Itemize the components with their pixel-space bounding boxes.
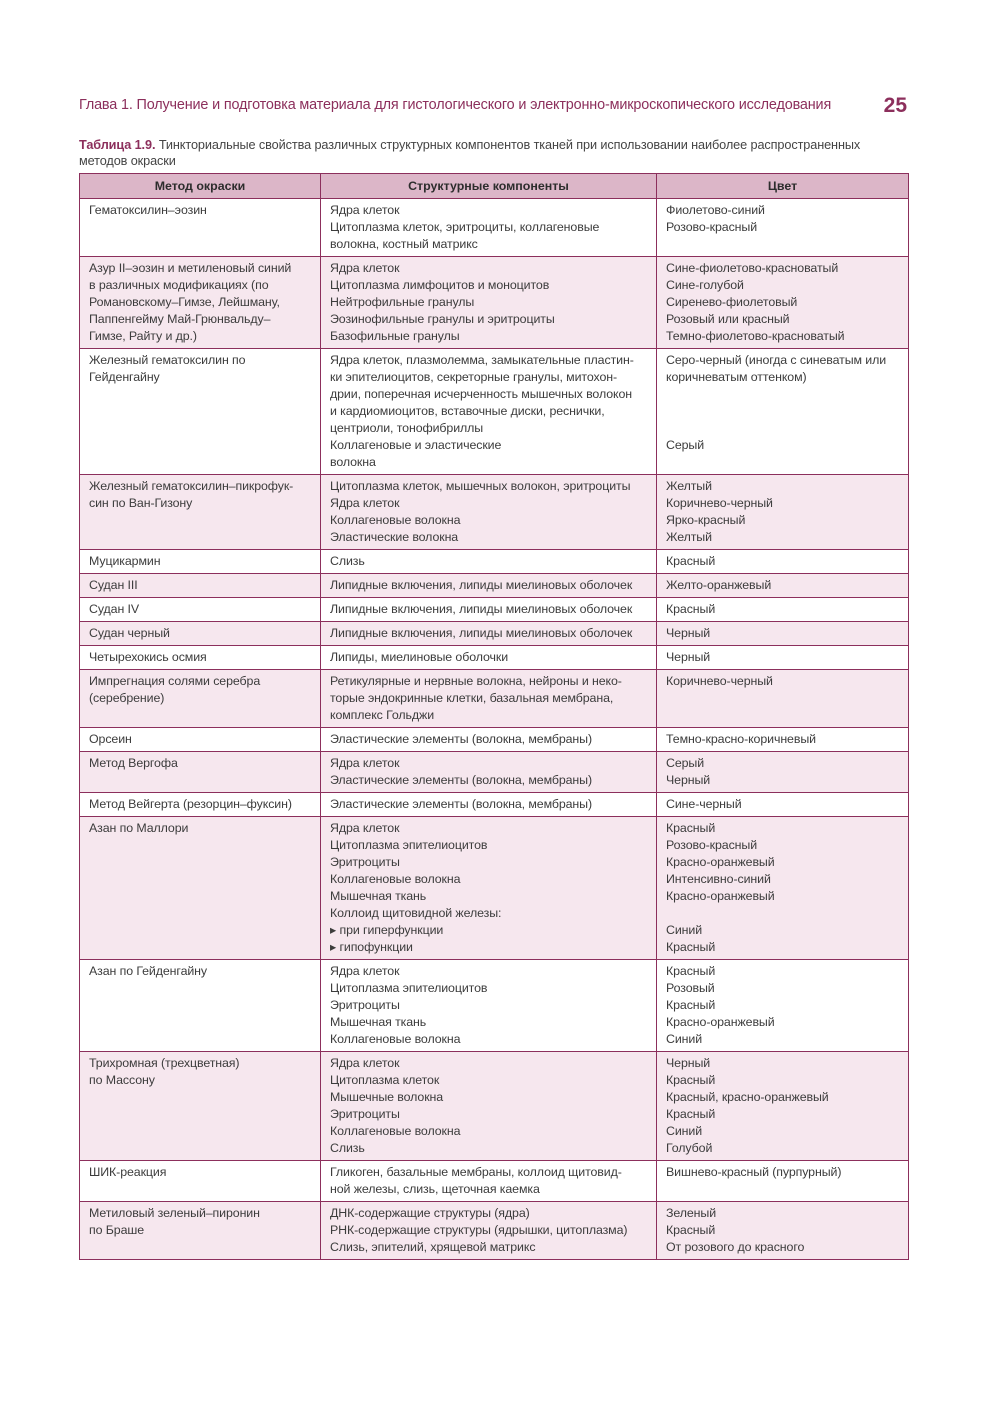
cell-line: Липидные включения, липиды миелиновых оболочек bbox=[330, 602, 633, 616]
method-cell bbox=[80, 622, 321, 646]
cell-line: Фиолетово-синий bbox=[666, 203, 765, 217]
components-cell bbox=[321, 199, 657, 257]
cell-line: ДНК-содержащие структуры (ядра) bbox=[330, 1206, 530, 1220]
method-cell bbox=[80, 670, 321, 728]
cell-line: Красно-оранжевый bbox=[666, 889, 775, 903]
cell-line: Железный гематоксилин–пикрофук- bbox=[89, 479, 294, 493]
staining-table bbox=[79, 173, 909, 1260]
cell-line bbox=[666, 905, 900, 922]
color-cell bbox=[657, 550, 909, 574]
cell-line: Ядра клеток bbox=[330, 756, 400, 770]
components-cell bbox=[321, 793, 657, 817]
cell-line: Эритроциты bbox=[330, 1107, 400, 1121]
cell-line: ▸ при гиперфункции bbox=[330, 923, 444, 937]
method-cell bbox=[80, 550, 321, 574]
cell-line: (серебрение) bbox=[89, 691, 165, 705]
cell-line: Эозинофильные гранулы и эритроциты bbox=[330, 312, 555, 326]
cell-line: Слизь bbox=[330, 1141, 365, 1155]
table-row bbox=[80, 752, 909, 793]
cell-line: волокна bbox=[330, 455, 376, 469]
cell-line: Голубой bbox=[666, 1141, 713, 1155]
table-row bbox=[80, 598, 909, 622]
cell-line: Коллагеновые волокна bbox=[330, 872, 461, 886]
cell-line: Серый bbox=[666, 438, 705, 452]
cell-line: Эритроциты bbox=[330, 998, 400, 1012]
cell-line: От розового до красного bbox=[666, 1240, 805, 1254]
components-cell bbox=[321, 670, 657, 728]
cell-line: Коллоид щитовидной железы: bbox=[330, 906, 502, 920]
cell-line: Ядра клеток bbox=[330, 203, 400, 217]
color-cell bbox=[657, 1052, 909, 1161]
cell-line: Коричнево-черный bbox=[666, 674, 773, 688]
color-cell bbox=[657, 646, 909, 670]
cell-line: Метод Вергофа bbox=[89, 756, 178, 770]
cell-line: ШИК-реакция bbox=[89, 1165, 167, 1179]
cell-line: Азан по Маллори bbox=[89, 821, 189, 835]
color-cell bbox=[657, 752, 909, 793]
cell-line: Ядра клеток bbox=[330, 964, 400, 978]
cell-line: Романовскому–Гимзе, Лейшману, bbox=[89, 295, 280, 309]
cell-line: Красный bbox=[666, 554, 716, 568]
cell-line: Цитоплазма эпителиоцитов bbox=[330, 981, 488, 995]
cell-line: Розово-красный bbox=[666, 220, 758, 234]
components-cell bbox=[321, 960, 657, 1052]
color-cell bbox=[657, 1161, 909, 1202]
cell-line: Коричнево-черный bbox=[666, 496, 773, 510]
cell-line: Красный, красно-оранжевый bbox=[666, 1090, 829, 1104]
color-cell bbox=[657, 728, 909, 752]
cell-line: Серый bbox=[666, 756, 705, 770]
cell-line: Красный bbox=[666, 964, 716, 978]
cell-line: Гликоген, базальные мембраны, коллоид щитовид- bbox=[330, 1165, 622, 1179]
running-head bbox=[79, 94, 909, 120]
cell-line: Темно-красно-коричневый bbox=[666, 732, 816, 746]
cell-line: Синий bbox=[666, 923, 703, 937]
components-cell bbox=[321, 475, 657, 550]
method-cell bbox=[80, 960, 321, 1052]
cell-line bbox=[666, 420, 900, 437]
method-cell bbox=[80, 349, 321, 475]
cell-line: Метод Вейгерта (резорцин–фуксин) bbox=[89, 797, 292, 811]
cell-line: ной железы, слизь, щеточная каемка bbox=[330, 1182, 540, 1196]
cell-line: Зеленый bbox=[666, 1206, 717, 1220]
column-header-color: Цвет bbox=[657, 174, 909, 199]
cell-line: Ядра клеток bbox=[330, 821, 400, 835]
color-cell bbox=[657, 257, 909, 349]
cell-line: Красно-оранжевый bbox=[666, 1015, 775, 1029]
cell-line: Орсеин bbox=[89, 732, 132, 746]
cell-line: Вишнево-красный (пурпурный) bbox=[666, 1165, 842, 1179]
cell-line: Коллагеновые волокна bbox=[330, 1032, 461, 1046]
table-row bbox=[80, 550, 909, 574]
method-cell bbox=[80, 598, 321, 622]
cell-line: Ядра клеток bbox=[330, 261, 400, 275]
components-cell bbox=[321, 1052, 657, 1161]
cell-line: Судан черный bbox=[89, 626, 170, 640]
cell-line: Красный bbox=[666, 602, 716, 616]
cell-line: Красный bbox=[666, 1223, 716, 1237]
cell-line: Цитоплазма лимфоцитов и моноцитов bbox=[330, 278, 550, 292]
table-row bbox=[80, 1052, 909, 1161]
method-cell bbox=[80, 257, 321, 349]
page-number: 25 bbox=[883, 94, 907, 117]
cell-line: Липиды, миелиновые оболочки bbox=[330, 650, 509, 664]
cell-line: в различных модификациях (по bbox=[89, 278, 269, 292]
color-cell bbox=[657, 199, 909, 257]
color-cell bbox=[657, 598, 909, 622]
cell-line: Розово-красный bbox=[666, 838, 758, 852]
cell-line: Желто-оранжевый bbox=[666, 578, 772, 592]
cell-line: Паппенгейму Май-Грюнвальду– bbox=[89, 312, 271, 326]
cell-line: Коллагеновые и эластические bbox=[330, 438, 502, 452]
color-cell bbox=[657, 475, 909, 550]
components-cell bbox=[321, 728, 657, 752]
cell-line: торые эндокринные клетки, базальная мембрана, bbox=[330, 691, 614, 705]
table-row bbox=[80, 1161, 909, 1202]
cell-line: Ядра клеток bbox=[330, 1056, 400, 1070]
cell-line: Базофильные гранулы bbox=[330, 329, 460, 343]
cell-line: Нейтрофильные гранулы bbox=[330, 295, 475, 309]
method-cell bbox=[80, 646, 321, 670]
cell-line: Цитоплазма клеток, мышечных волокон, эритроциты bbox=[330, 479, 631, 493]
cell-line: Черный bbox=[666, 773, 711, 787]
table-caption bbox=[79, 137, 911, 169]
table-row bbox=[80, 670, 909, 728]
column-header-method: Метод окраски bbox=[80, 174, 321, 199]
table-row bbox=[80, 793, 909, 817]
color-cell bbox=[657, 817, 909, 960]
cell-line: Метиловый зеленый–пиронин bbox=[89, 1206, 260, 1220]
cell-line: Азур II–эозин и метиленовый синий bbox=[89, 261, 292, 275]
cell-line: Сиренево-фиолетовый bbox=[666, 295, 798, 309]
cell-line: Эритроциты bbox=[330, 855, 400, 869]
cell-line: син по Ван-Гизону bbox=[89, 496, 193, 510]
cell-line: Эластические элементы (волокна, мембраны) bbox=[330, 797, 593, 811]
cell-line: Красный bbox=[666, 821, 716, 835]
cell-line: Желтый bbox=[666, 530, 712, 544]
color-cell bbox=[657, 793, 909, 817]
cell-line bbox=[666, 403, 900, 420]
cell-line: по Брашe bbox=[89, 1223, 144, 1237]
cell-line: Коллагеновые волокна bbox=[330, 513, 461, 527]
cell-line: Красный bbox=[666, 940, 716, 954]
method-cell bbox=[80, 475, 321, 550]
cell-line: Синий bbox=[666, 1032, 703, 1046]
cell-line: Сине-голубой bbox=[666, 278, 744, 292]
table-row bbox=[80, 622, 909, 646]
components-cell bbox=[321, 817, 657, 960]
cell-line: коричневатым оттенком) bbox=[666, 370, 807, 384]
method-cell bbox=[80, 793, 321, 817]
table-header-row bbox=[80, 174, 909, 199]
color-cell bbox=[657, 670, 909, 728]
table-row bbox=[80, 646, 909, 670]
cell-line: центриоли, тонофибриллы bbox=[330, 421, 484, 435]
table-row bbox=[80, 349, 909, 475]
column-header-components: Структурные компоненты bbox=[321, 174, 657, 199]
table-caption-label: Таблица 1.9. bbox=[79, 138, 156, 152]
cell-line: Розовый bbox=[666, 981, 715, 995]
cell-line: Гейденгайну bbox=[89, 370, 160, 384]
components-cell bbox=[321, 1161, 657, 1202]
cell-line: Синий bbox=[666, 1124, 703, 1138]
components-cell bbox=[321, 1202, 657, 1260]
table-row bbox=[80, 574, 909, 598]
color-cell bbox=[657, 574, 909, 598]
table-row bbox=[80, 960, 909, 1052]
cell-line: Темно-фиолетово-красноватый bbox=[666, 329, 845, 343]
cell-line: Эластические волокна bbox=[330, 530, 459, 544]
table-row bbox=[80, 728, 909, 752]
table-row bbox=[80, 1202, 909, 1260]
components-cell bbox=[321, 752, 657, 793]
cell-line: Слизь, эпителий, хрящевой матрикс bbox=[330, 1240, 536, 1254]
method-cell bbox=[80, 1161, 321, 1202]
cell-line: Цитоплазма клеток, эритроциты, коллагеновые bbox=[330, 220, 600, 234]
cell-line: Желтый bbox=[666, 479, 712, 493]
cell-line: Красный bbox=[666, 1107, 716, 1121]
cell-line: ки эпителиоцитов, секреторные гранулы, митохон- bbox=[330, 370, 618, 384]
cell-line: Цитоплазма клеток bbox=[330, 1073, 440, 1087]
cell-line: Мышечные волокна bbox=[330, 1090, 444, 1104]
table-row bbox=[80, 199, 909, 257]
table-row bbox=[80, 817, 909, 960]
color-cell bbox=[657, 349, 909, 475]
cell-line bbox=[666, 386, 900, 403]
chapter-title: Глава 1. Получение и подготовка материала для гистологического и электронно-микроскопического исследования bbox=[79, 97, 832, 113]
table-caption-text: Тинкториальные свойства различных структурных компонентов тканей при использовании наиболее распространенных методов окраски bbox=[79, 138, 861, 168]
cell-line: Мышечная ткань bbox=[330, 1015, 427, 1029]
cell-line: дрии, поперечная исчерченность мышечных волокон bbox=[330, 387, 632, 401]
cell-line: Сине-черный bbox=[666, 797, 742, 811]
components-cell bbox=[321, 598, 657, 622]
color-cell bbox=[657, 960, 909, 1052]
table-row bbox=[80, 475, 909, 550]
cell-line: Ярко-красный bbox=[666, 513, 746, 527]
cell-line: Эластические элементы (волокна, мембраны) bbox=[330, 732, 593, 746]
cell-line: Азан по Гейденгайну bbox=[89, 964, 208, 978]
cell-line: Трихромная (трехцветная) bbox=[89, 1056, 240, 1070]
cell-line: Ядра клеток, плазмолемма, замыкательные пластин- bbox=[330, 353, 634, 367]
color-cell bbox=[657, 1202, 909, 1260]
cell-line: Серо-черный (иногда с синеватым или bbox=[666, 353, 887, 367]
cell-line: Интенсивно-синий bbox=[666, 872, 771, 886]
cell-line: Судан IV bbox=[89, 602, 140, 616]
cell-line: Розовый или красный bbox=[666, 312, 790, 326]
components-cell bbox=[321, 574, 657, 598]
cell-line: Красный bbox=[666, 998, 716, 1012]
cell-line: РНК-содержащие структуры (ядрышки, цитоплазма) bbox=[330, 1223, 628, 1237]
cell-line: ▸ гипофункции bbox=[330, 940, 413, 954]
cell-line: волокна, костный матрикс bbox=[330, 237, 478, 251]
cell-line: Эластические элементы (волокна, мембраны) bbox=[330, 773, 593, 787]
cell-line: по Массону bbox=[89, 1073, 155, 1087]
cell-line: Четырехокись осмия bbox=[89, 650, 207, 664]
color-cell bbox=[657, 622, 909, 646]
cell-line: Гематоксилин–эозин bbox=[89, 203, 207, 217]
cell-line: и кардиомиоцитов, вставочные диски, реснички, bbox=[330, 404, 605, 418]
components-cell bbox=[321, 550, 657, 574]
method-cell bbox=[80, 574, 321, 598]
components-cell bbox=[321, 349, 657, 475]
components-cell bbox=[321, 622, 657, 646]
cell-line: Муцикармин bbox=[89, 554, 161, 568]
cell-line: Липидные включения, липиды миелиновых оболочек bbox=[330, 578, 633, 592]
method-cell bbox=[80, 199, 321, 257]
cell-line: Железный гематоксилин по bbox=[89, 353, 246, 367]
cell-line: Гимзе, Райту и др.) bbox=[89, 329, 197, 343]
cell-line: Мышечная ткань bbox=[330, 889, 427, 903]
cell-line: Судан III bbox=[89, 578, 138, 592]
cell-line: Липидные включения, липиды миелиновых оболочек bbox=[330, 626, 633, 640]
method-cell bbox=[80, 817, 321, 960]
cell-line: комплекс Гольджи bbox=[330, 708, 435, 722]
cell-line: Коллагеновые волокна bbox=[330, 1124, 461, 1138]
cell-line: Черный bbox=[666, 1056, 711, 1070]
method-cell bbox=[80, 752, 321, 793]
components-cell bbox=[321, 646, 657, 670]
cell-line: Ядра клеток bbox=[330, 496, 400, 510]
cell-line: Сине-фиолетово-красноватый bbox=[666, 261, 839, 275]
table-row bbox=[80, 257, 909, 349]
cell-line: Красный bbox=[666, 1073, 716, 1087]
cell-line: Ретикулярные и нервные волокна, нейроны и неко- bbox=[330, 674, 622, 688]
cell-line: Черный bbox=[666, 650, 711, 664]
method-cell bbox=[80, 1202, 321, 1260]
cell-line: Слизь bbox=[330, 554, 365, 568]
cell-line: Цитоплазма эпителиоцитов bbox=[330, 838, 488, 852]
components-cell bbox=[321, 257, 657, 349]
cell-line: Черный bbox=[666, 626, 711, 640]
cell-line: Красно-оранжевый bbox=[666, 855, 775, 869]
cell-line: Импрегнация солями серебра bbox=[89, 674, 261, 688]
method-cell bbox=[80, 728, 321, 752]
cell-line bbox=[666, 454, 900, 471]
method-cell bbox=[80, 1052, 321, 1161]
